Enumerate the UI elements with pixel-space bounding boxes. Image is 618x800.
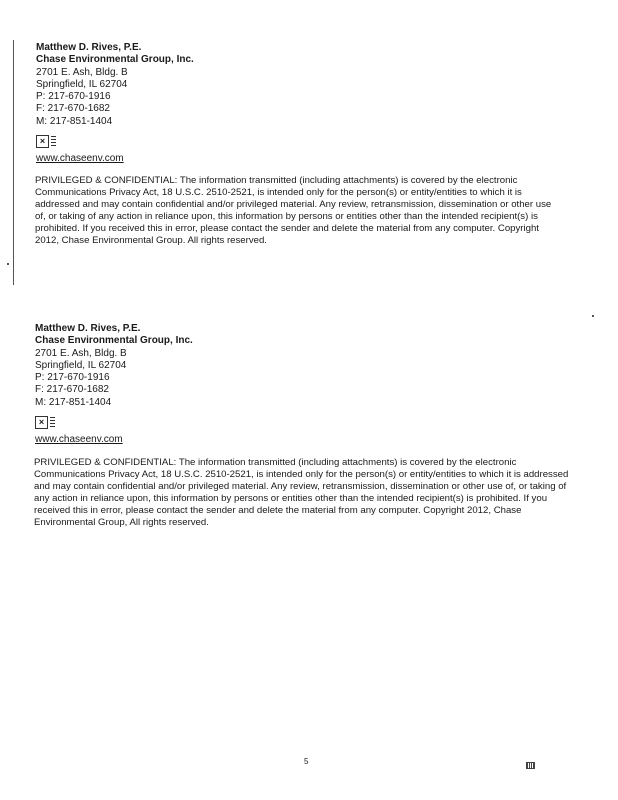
scan-mark-left xyxy=(13,40,14,285)
broken-image-icon: × xyxy=(35,410,193,434)
signature-block-2 xyxy=(35,323,193,446)
signature-address: 2701 E. Ash, Bldg. B xyxy=(35,347,127,359)
signature-phone: P: 217-670-1916 xyxy=(35,372,110,384)
website-link[interactable]: www.chaseenv.com xyxy=(36,153,124,165)
broken-image-icon: × xyxy=(36,129,194,153)
signature-fax: F: 217-670-1682 xyxy=(35,384,109,396)
signature-company: Chase Environmental Group, Inc. xyxy=(36,54,194,66)
signature-city: Springfield, IL 62704 xyxy=(35,359,127,371)
confidentiality-notice-2: PRIVILEGED & CONFIDENTIAL: The information transmitted (including attachments) is covered by the electronic Communications Privacy Act, 18 U.S.C. 2510-2521, is intended only for the person(s) or entity/entities to which it is addressed and may contain confidential and/or privileged material. Any review, retransmission, dissemination or other use of, or taking of any action in reliance upon, this information by persons or entities other than the intended recipient(s) is prohibited. If you received this in error, please contact the sender and delete the material from any computer. Copyright 2012, Chase Environmental Group, All rights reserved. xyxy=(34,457,569,528)
signature-address: 2701 E. Ash, Bldg. B xyxy=(36,66,128,78)
signature-company: Chase Environmental Group, Inc. xyxy=(35,335,193,347)
signature-name: Matthew D. Rives, P.E. xyxy=(36,42,142,53)
scan-dot-right xyxy=(592,315,594,317)
confidentiality-notice-1: PRIVILEGED & CONFIDENTIAL: The information transmitted (including attachments) is covered by the electronic Communications Privacy Act, 18 U.S.C. 2510-2521, is intended only for the person(s) or entity/entities to which it is addressed and may contain confidential and/or privileged material. Any review, retransmission, dissemination or other use of, or taking of any action in reliance upon, this information by persons or entities other than the intended recipient(s) is prohibited. If you received this in error, please contact the sender and delete the material from any computer. Copyright 2012, Chase Environmental Group. All rights reserved. xyxy=(35,175,552,246)
signature-block-1 xyxy=(36,42,194,165)
signature-mobile: M: 217-851-1404 xyxy=(35,396,112,408)
page-number: 5 xyxy=(304,757,309,766)
scan-dot-left xyxy=(7,263,9,265)
barcode-mark-icon xyxy=(526,762,535,769)
website-link[interactable]: www.chaseenv.com xyxy=(35,434,123,446)
signature-fax: F: 217-670-1682 xyxy=(36,103,110,115)
signature-name: Matthew D. Rives, P.E. xyxy=(35,323,141,334)
signature-city: Springfield, IL 62704 xyxy=(36,78,128,90)
signature-mobile: M: 217-851-1404 xyxy=(36,115,113,127)
signature-phone: P: 217-670-1916 xyxy=(36,91,111,103)
